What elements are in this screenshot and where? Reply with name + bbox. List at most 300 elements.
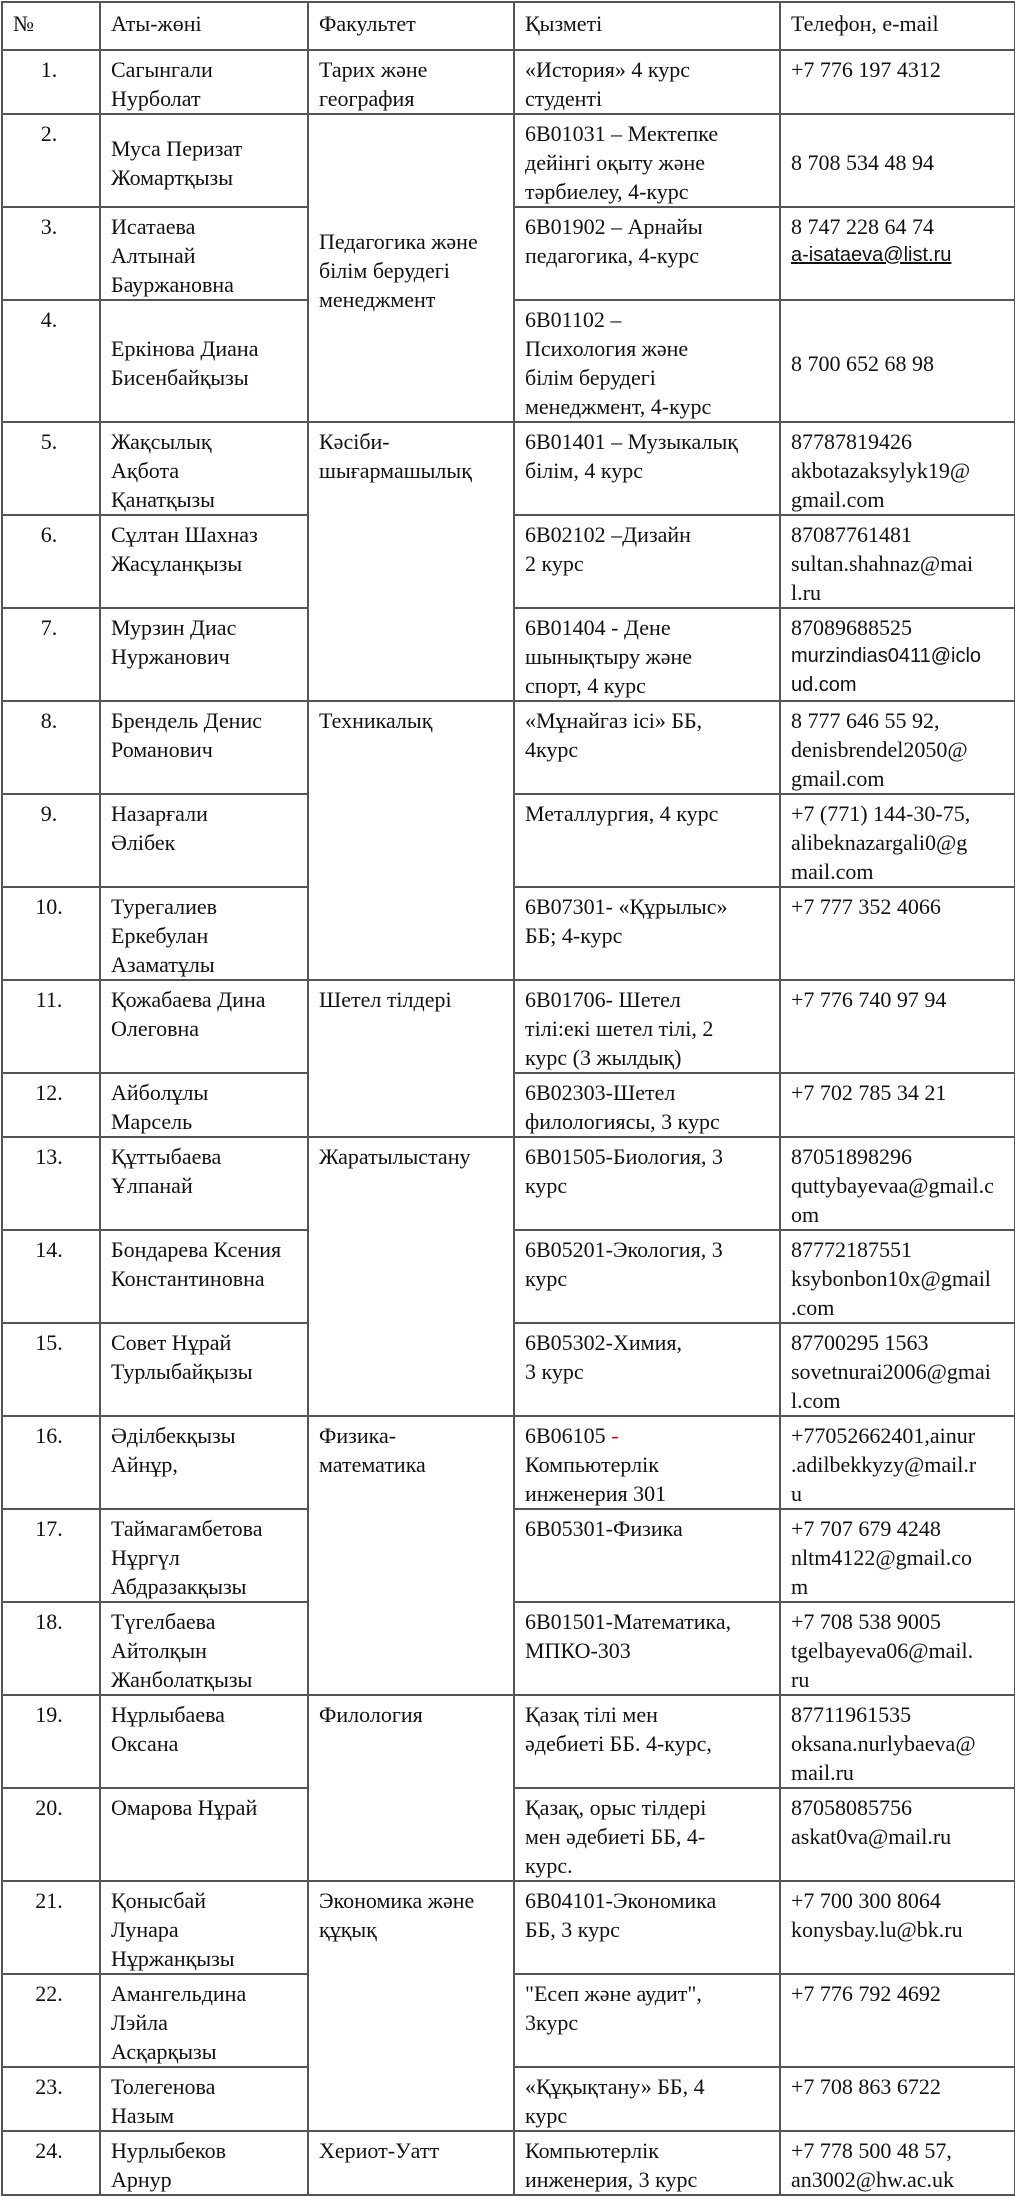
cell-line: шынықтыру және (525, 644, 693, 669)
cell-line: +7 (771) 144-30-75, (791, 801, 971, 826)
row-number: 3. (2, 207, 100, 300)
table-row (2, 1881, 1015, 1974)
position-cell (514, 1602, 780, 1695)
cell-line: gmail.com (791, 487, 885, 512)
person-name (100, 1788, 308, 1881)
faculty-cell (308, 1695, 514, 1881)
row-number: 15. (2, 1323, 100, 1416)
position-cell (514, 114, 780, 207)
cell-line: Тарих және (319, 57, 428, 82)
contact-cell (780, 300, 1015, 422)
cell-text: 6B06105 (525, 1423, 612, 1448)
header-position: Қызметі (514, 2, 780, 50)
cell-line: МПКО-303 (525, 1638, 631, 1663)
cell-line: дейінгі оқыту және (525, 150, 706, 175)
cell-line: askat0va@mail.ru (791, 1824, 952, 1849)
faculty-cell (308, 2131, 514, 2195)
cell-line: білім берудегі (525, 365, 656, 390)
cell-line: Толегенова (111, 2074, 216, 2099)
table-row (2, 1695, 1015, 1788)
cell-line: Еркебулан (111, 923, 209, 948)
contact-cell (780, 1073, 1015, 1137)
cell-line: 6B02102 –Дизайн (525, 522, 691, 547)
cell-line: Марсель (111, 1109, 193, 1134)
header-contact: Телефон, e-mail (780, 2, 1015, 50)
cell-line: Лунара (111, 1917, 179, 1942)
cell-line: Лэйла (111, 2010, 168, 2035)
cell-line: tgelbayeva06@mail. (791, 1638, 974, 1663)
cell-line: курс (525, 1173, 568, 1198)
cell-line: Түгелбаева (111, 1609, 216, 1634)
cell-line: 8 777 646 55 92, (791, 708, 940, 733)
cell-line: Еркінова Диана (111, 336, 259, 361)
cell-line: Техникалық (319, 708, 433, 733)
person-name (100, 1509, 308, 1602)
cell-line: +77052662401,ainur (791, 1423, 976, 1448)
cell-line: 8 700 652 68 98 (791, 350, 934, 376)
contact-cell (780, 1137, 1015, 1230)
cell-line: Бауржановна (111, 272, 234, 297)
person-name (100, 1602, 308, 1695)
cell-line: +7 776 197 4312 (791, 57, 941, 82)
contact-cell (780, 980, 1015, 1073)
person-name (100, 1881, 308, 1974)
person-name (100, 50, 308, 114)
cell-line: курс (525, 2103, 568, 2128)
cell-line: Қазақ, орыс тілдері (525, 1795, 707, 1820)
position-cell (514, 1073, 780, 1137)
cell-line: Педагогика және (319, 228, 478, 254)
cell-line: 87087761481 (791, 522, 912, 547)
contact-cell (780, 1416, 1015, 1509)
cell-line: Хериот-Уатт (319, 2138, 440, 2163)
cell-line: Жақсылық (111, 429, 212, 454)
contacts-table (1, 1, 1015, 2196)
cell-line: +7 776 740 97 94 (791, 987, 947, 1012)
cell-line: 87700295 1563 (791, 1330, 929, 1355)
cell-line: инженерия, 3 курс (525, 2167, 698, 2192)
contact-cell (780, 1881, 1015, 1974)
cell-line: менеджмент, 4-курс (525, 394, 712, 419)
row-number: 16. (2, 1416, 100, 1509)
header-name: Аты-жөні (100, 2, 308, 50)
position-cell (514, 1881, 780, 1974)
row-number: 11. (2, 980, 100, 1073)
person-name (100, 114, 308, 207)
position-cell (514, 1695, 780, 1788)
contact-cell (780, 1788, 1015, 1881)
cell-line: 6B01902 – Арнайы (525, 214, 703, 239)
cell-line: инженерия 301 (525, 1481, 667, 1506)
position-cell (514, 608, 780, 701)
position-cell (514, 1509, 780, 1602)
cell-line: Сұлтан Шахназ (111, 522, 258, 547)
row-number: 2. (2, 114, 100, 207)
cell-line: m (791, 1574, 809, 1599)
cell-line: Ұлпанай (111, 1173, 193, 1198)
contact-cell (780, 1509, 1015, 1602)
table-row (2, 114, 1015, 207)
cell-line: Константиновна (111, 1266, 265, 1291)
row-number: 14. (2, 1230, 100, 1323)
cell-line: «Құқықтану» ББ, 4 (525, 2074, 705, 2099)
cell-line: .com (791, 1295, 835, 1320)
person-name (100, 207, 308, 300)
cell-line: +7 777 352 4066 (791, 894, 941, 919)
position-cell (514, 980, 780, 1073)
cell-line: Арнур (111, 2167, 172, 2192)
cell-line: Нуржанович (111, 644, 230, 669)
cell-line: Жаратылыстану (319, 1144, 471, 1169)
cell-line: murzindias0411@iclo (791, 645, 982, 667)
header-faculty: Факультет (308, 2, 514, 50)
table-row (2, 1137, 1015, 1230)
contact-cell (780, 515, 1015, 608)
cell-line: 6B01102 – (525, 307, 622, 332)
cell-line: Психология және (525, 336, 689, 361)
cell-line: "Есеп және аудит", (525, 1981, 702, 2006)
person-name (100, 980, 308, 1073)
position-cell (514, 1323, 780, 1416)
cell-line: Нұрлыбаева (111, 1702, 225, 1727)
cell-line: +7 776 792 4692 (791, 1981, 941, 2006)
position-cell (514, 300, 780, 422)
cell-line: Металлургия, 4 курс (525, 801, 719, 826)
cell-line: +7 707 679 4248 (791, 1516, 941, 1541)
cell-line: om (791, 1202, 820, 1227)
row-number: 24. (2, 2131, 100, 2195)
cell-line: 6B01031 – Мектепке (525, 121, 719, 146)
cell-line: Филология (319, 1702, 423, 1727)
cell-line: Бондарева Ксения (111, 1237, 282, 1262)
cell-line: 6B04101-Экономика (525, 1888, 717, 1913)
cell-line: педагогика, 4-курс (525, 243, 700, 268)
cell-line: 8 708 534 48 94 (791, 150, 934, 175)
cell-line: Ақбота (111, 458, 180, 483)
cell-line: 6B01501-Математика, (525, 1609, 732, 1634)
cell-line: +7 700 300 8064 (791, 1888, 941, 1913)
header-row (2, 2, 1015, 50)
table-row (2, 1416, 1015, 1509)
position-cell (514, 2067, 780, 2131)
cell-line: l.com (791, 1388, 841, 1413)
position-cell (514, 701, 780, 794)
cell-line: 6B02303-Шетел (525, 1080, 676, 1105)
cell-line: Әділбекқызы (111, 1423, 236, 1448)
person-name (100, 1323, 308, 1416)
cell-line: 6B07301- «Құрылыс» (525, 894, 728, 919)
cell-line: курс. (525, 1853, 573, 1878)
cell-line: 3курс (525, 2010, 579, 2035)
person-name (100, 1416, 308, 1509)
contact-cell (780, 50, 1015, 114)
cell-line: Алтынай (111, 243, 196, 268)
row-number: 4. (2, 300, 100, 422)
position-cell (514, 1788, 780, 1881)
contact-cell (780, 794, 1015, 887)
cell-line: Таймагамбетова (111, 1516, 263, 1541)
cell-line: 87051898296 (791, 1144, 912, 1169)
cell-line: +7 702 785 34 21 (791, 1080, 947, 1105)
cell-line: Романович (111, 737, 213, 762)
person-name (100, 1137, 308, 1230)
row-number: 6. (2, 515, 100, 608)
cell-line: білім берудегі (319, 257, 450, 283)
cell-line (525, 1421, 771, 1450)
cell-line: Айтолқын (111, 1638, 207, 1663)
cell-line: 3 курс (525, 1359, 584, 1384)
faculty-cell (308, 114, 514, 422)
cell-line: u (791, 1481, 802, 1506)
contact-cell (780, 608, 1015, 701)
cell-line: Қонысбай (111, 1888, 206, 1913)
cell-line: Асқарқызы (111, 2039, 217, 2064)
cell-line: ru (791, 1667, 810, 1692)
cell-line: 6B01706- Шетел (525, 987, 681, 1012)
person-name (100, 422, 308, 515)
position-cell (514, 515, 780, 608)
contact-cell (780, 1230, 1015, 1323)
person-name (100, 1073, 308, 1137)
cell-line: «История» 4 курс (525, 57, 691, 82)
cell-line: білім, 4 курс (525, 458, 643, 483)
cell-line: 87787819426 (791, 429, 912, 454)
faculty-cell (308, 50, 514, 114)
cell-line: ББ; 4-курс (525, 923, 623, 948)
faculty-cell (308, 1881, 514, 2131)
contact-cell (780, 422, 1015, 515)
person-name (100, 2067, 308, 2131)
contact-cell (780, 887, 1015, 980)
faculty-cell (308, 1137, 514, 1416)
cell-line: шығармашылық (319, 458, 472, 483)
position-cell (514, 887, 780, 980)
table-row (2, 50, 1015, 114)
cell-line: курс (525, 1266, 568, 1291)
row-number: 7. (2, 608, 100, 701)
cell-line: Қанатқызы (111, 487, 215, 512)
contact-cell (780, 1602, 1015, 1695)
cell-line: Нурлыбеков (111, 2138, 226, 2163)
cell-line: Оксана (111, 1731, 179, 1756)
row-number: 8. (2, 701, 100, 794)
person-name (100, 887, 308, 980)
cell-line: Қазақ тілі мен (525, 1702, 658, 1727)
cell-line: Экономика және (319, 1888, 475, 1913)
cell-line: mail.ru (791, 1760, 854, 1785)
cell-line: l.ru (791, 580, 821, 605)
cell-line: 6B01404 - Дене (525, 615, 671, 640)
cell-line: mail.com (791, 859, 874, 884)
cell-line: 87772187551 (791, 1237, 912, 1262)
person-name (100, 608, 308, 701)
contact-cell (780, 701, 1015, 794)
cell-line: Нұргүл (111, 1545, 180, 1570)
cell-line: тілі:екі шетел тілі, 2 (525, 1016, 714, 1041)
cell-line: Құттыбаева (111, 1144, 222, 1169)
row-number: 13. (2, 1137, 100, 1230)
cell-line: Абдразакқызы (111, 1574, 247, 1599)
contact-cell (780, 2131, 1015, 2195)
red-dash: - (611, 1423, 619, 1448)
cell-line: математика (319, 1452, 426, 1477)
row-number: 22. (2, 1974, 100, 2067)
cell-line: 87711961535 (791, 1702, 912, 1727)
cell-line: Назым (111, 2103, 175, 2128)
table-row (2, 2131, 1015, 2195)
person-name (100, 300, 308, 422)
row-number: 20. (2, 1788, 100, 1881)
cell-line: 6B01505-Биология, 3 (525, 1144, 724, 1169)
cell-line: география (319, 86, 415, 111)
cell-line: Жомартқызы (111, 164, 233, 190)
position-cell (514, 207, 780, 300)
cell-line: филологиясы, 3 курс (525, 1109, 720, 1134)
cell-line: 8 747 228 64 74 (791, 214, 934, 239)
position-cell (514, 1974, 780, 2067)
cell-line: alibeknazargali0@g (791, 830, 968, 855)
contact-cell (780, 207, 1015, 300)
cell-line: 87058085756 (791, 1795, 912, 1820)
cell-line: +7 708 538 9005 (791, 1609, 941, 1634)
row-number: 1. (2, 50, 100, 114)
cell-line: Қожабаева Дина (111, 987, 266, 1012)
email-link[interactable]: a-isataeva@list.ru (791, 244, 952, 266)
cell-line: Жасұланқызы (111, 551, 243, 576)
cell-line: Физика- (319, 1423, 397, 1448)
cell-line: Әлібек (111, 830, 176, 855)
cell-line: менеджмент (319, 286, 436, 312)
cell-line: мен әдебиеті ББ, 4- (525, 1824, 706, 1849)
row-number: 10. (2, 887, 100, 980)
cell-line: спорт, 4 курс (525, 673, 646, 698)
cell-line: sovetnurai2006@gmai (791, 1359, 991, 1384)
cell-line: Назарғали (111, 801, 208, 826)
cell-line: тәрбиелеу, 4-курс (525, 179, 689, 204)
row-number: 12. (2, 1073, 100, 1137)
cell-line: akbotazaksylyk19@ (791, 458, 971, 483)
row-number: 23. (2, 2067, 100, 2131)
cell-line: 87089688525 (791, 615, 912, 640)
faculty-cell (308, 980, 514, 1137)
cell-line: «Мұнайгаз ісі» ББ, (525, 708, 703, 733)
contact-cell (780, 1323, 1015, 1416)
position-cell (514, 2131, 780, 2195)
table-row (2, 701, 1015, 794)
table-row (2, 422, 1015, 515)
cell-line: 6B05302-Химия, (525, 1330, 682, 1355)
person-name (100, 2131, 308, 2195)
row-number: 5. (2, 422, 100, 515)
cell-line: ud.com (791, 674, 857, 696)
cell-line: Нурболат (111, 86, 201, 111)
cell-line: Олеговна (111, 1016, 200, 1041)
faculty-cell (308, 1416, 514, 1695)
cell-line: konysbay.lu@bk.ru (791, 1917, 963, 1942)
position-cell (514, 794, 780, 887)
cell-line: Шетел тілдері (319, 987, 452, 1012)
cell-line: ББ, 3 курс (525, 1917, 620, 1942)
cell-line: denisbrendel2050@ (791, 737, 968, 762)
position-cell (514, 1416, 780, 1509)
position-cell (514, 1230, 780, 1323)
cell-line: Жанболатқызы (111, 1667, 253, 1692)
cell-line: Совет Нұрай (111, 1330, 232, 1355)
cell-line: 6B05201-Экология, 3 (525, 1237, 723, 1262)
cell-line: an3002@hw.ac.uk (791, 2167, 955, 2192)
cell-line: quttybayevaa@gmail.c (791, 1173, 994, 1198)
cell-line: Муса Перизат (111, 135, 243, 161)
row-number: 21. (2, 1881, 100, 1974)
cell-line: Омарова Нұрай (111, 1795, 258, 1820)
person-name (100, 1974, 308, 2067)
person-name (100, 1695, 308, 1788)
cell-line: nltm4122@gmail.co (791, 1545, 972, 1570)
cell-line: Бисенбайқызы (111, 365, 249, 390)
cell-line: Амангельдина (111, 1981, 247, 2006)
row-number: 17. (2, 1509, 100, 1602)
cell-line: Компьютерлік (525, 2138, 659, 2163)
contact-cell (780, 1974, 1015, 2067)
cell-line: 6B01401 – Музыкалық (525, 429, 738, 454)
cell-line: gmail.com (791, 766, 885, 791)
cell-line: 6B05301-Физика (525, 1516, 683, 1541)
contact-cell (780, 1695, 1015, 1788)
cell-line: Исатаева (111, 214, 196, 239)
cell-line: +7 778 500 48 57, (791, 2138, 952, 2163)
cell-line: Нұржанқызы (111, 1946, 235, 1971)
cell-line: sultan.shahnaz@mai (791, 551, 974, 576)
cell-line: әдебиеті ББ. 4-курс, (525, 1731, 712, 1756)
cell-line: курс (3 жылдық) (525, 1045, 682, 1070)
cell-line: ksybonbon10x@gmail (791, 1266, 991, 1291)
row-number: 18. (2, 1602, 100, 1695)
cell-line: 2 курс (525, 551, 584, 576)
table-row (2, 980, 1015, 1073)
cell-line: құқық (319, 1917, 377, 1942)
position-cell (514, 50, 780, 114)
cell-line: Сагынгали (111, 57, 213, 82)
contact-cell (780, 114, 1015, 207)
cell-line: студенті (525, 86, 603, 111)
position-cell (514, 1137, 780, 1230)
person-name (100, 794, 308, 887)
cell-line: .adilbekkyzy@mail.r (791, 1452, 977, 1477)
header-number: № (2, 2, 100, 50)
position-cell (514, 422, 780, 515)
row-number: 19. (2, 1695, 100, 1788)
row-number: 9. (2, 794, 100, 887)
cell-line: Кәсіби- (319, 429, 390, 454)
cell-line: Айнұр, (111, 1452, 178, 1477)
cell-line: Компьютерлік (525, 1452, 659, 1477)
cell-line: 4курс (525, 737, 579, 762)
cell-line: Мурзин Диас (111, 615, 237, 640)
cell-line: +7 708 863 6722 (791, 2074, 941, 2099)
contact-cell (780, 2067, 1015, 2131)
cell-line: Брендель Денис (111, 708, 262, 733)
person-name (100, 1230, 308, 1323)
cell-line: Азаматұлы (111, 952, 215, 977)
cell-line: Турегалиев (111, 894, 217, 919)
person-name (100, 515, 308, 608)
faculty-cell (308, 422, 514, 701)
cell-line: Айболұлы (111, 1080, 209, 1105)
cell-line: Турлыбайқызы (111, 1359, 253, 1384)
faculty-cell (308, 701, 514, 980)
cell-line: oksana.nurlybaeva@ (791, 1731, 976, 1756)
person-name (100, 701, 308, 794)
